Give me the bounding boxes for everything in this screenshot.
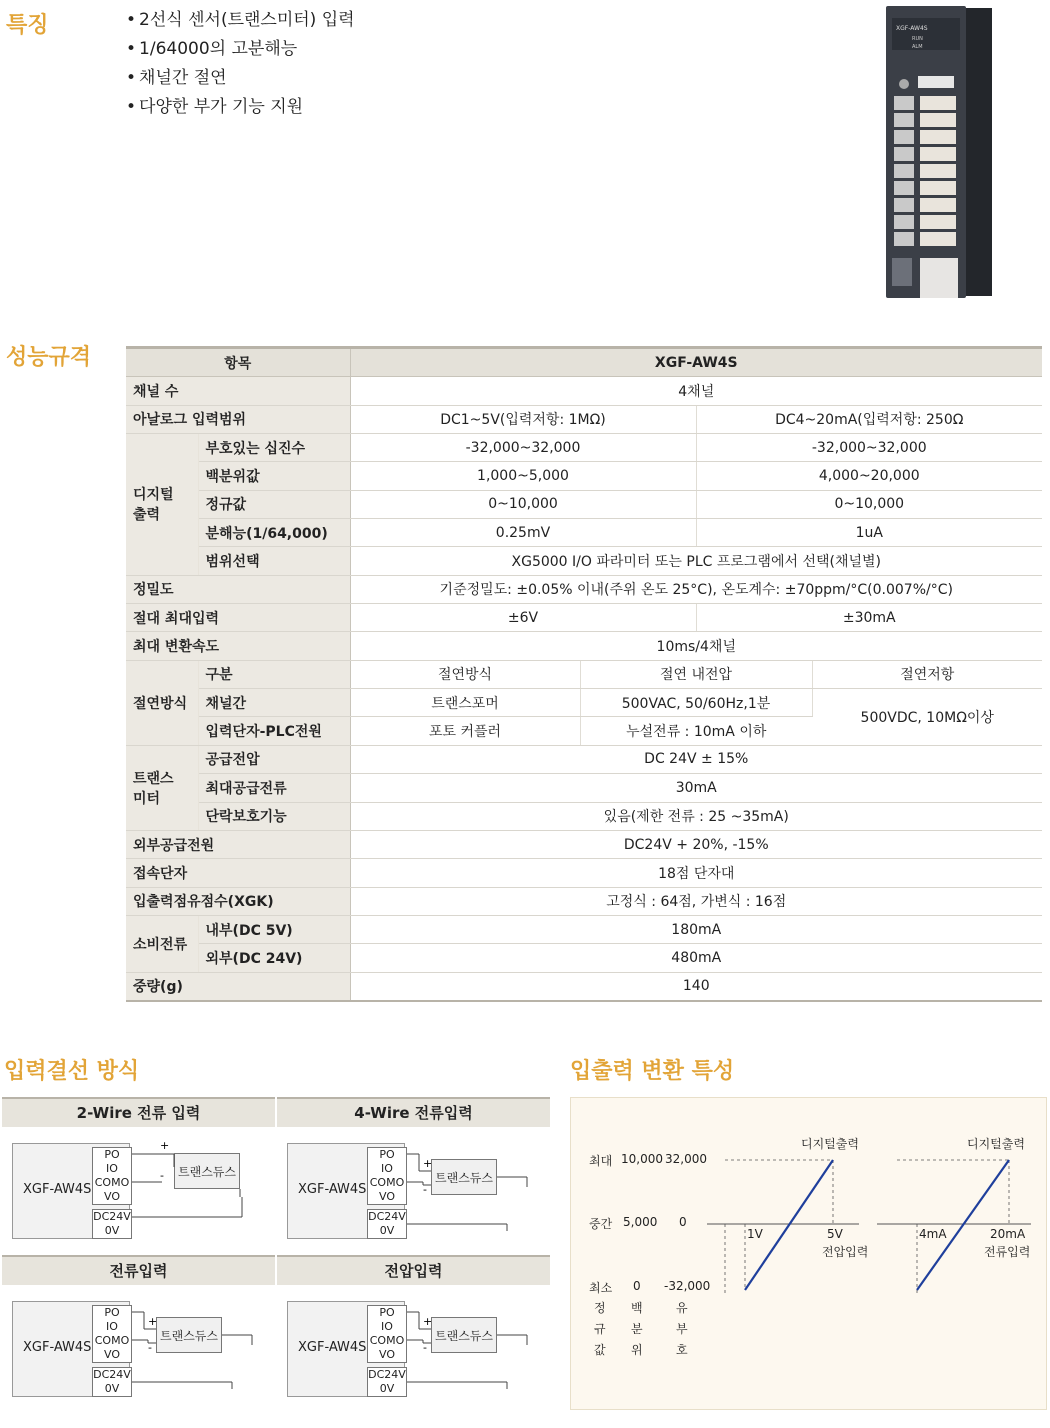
group-label-isolation: 절연방식	[126, 660, 198, 745]
wiring-panel-title: 4-Wire 전류입력	[277, 1097, 550, 1127]
spec-table	[126, 346, 1042, 1002]
io-chart	[570, 1097, 1047, 1410]
terminal-label: DC24V	[93, 1210, 131, 1223]
terminal-screw	[894, 164, 914, 178]
wiring-lines	[277, 1285, 550, 1410]
transducer-box: 트랜스듀스	[431, 1317, 497, 1353]
row-value-current: ±30mA	[696, 604, 1042, 632]
terminal-label: 0V	[104, 1224, 120, 1237]
terminal-screw	[894, 147, 914, 161]
wiring-panel	[2, 1255, 275, 1410]
row-label: 내부(DC 5V)	[198, 915, 350, 943]
terminal-label: VO	[379, 1190, 395, 1203]
row-label: 정밀도	[126, 575, 350, 603]
graph-i-x-end: 20mA	[990, 1227, 1026, 1241]
iso-input-voltage: 누설전류 : 10mA 이하	[580, 717, 812, 745]
table-row	[126, 887, 1042, 915]
row-value: 140	[350, 972, 1042, 1001]
terminal-label	[920, 164, 956, 178]
row-label: 최대 변환속도	[126, 632, 350, 660]
table-row	[126, 944, 1042, 972]
row-value-current: 0~10,000	[696, 490, 1042, 518]
row-mid-label: 중간	[589, 1217, 613, 1231]
table-row	[126, 745, 1042, 773]
table-row	[126, 462, 1042, 490]
terminal-label: VO	[104, 1348, 120, 1361]
row-value: 10ms/4채널	[350, 632, 1042, 660]
group-label-digital: 디지털 출력	[126, 434, 198, 576]
row-value-voltage: 0~10,000	[350, 490, 696, 518]
table-row	[126, 434, 1042, 462]
group-label-consumption: 소비전류	[126, 915, 198, 972]
terminal-label: COMO	[369, 1334, 405, 1347]
table-row	[126, 915, 1042, 943]
terminal-label: 0V	[104, 1382, 120, 1395]
row-value: DC 24V ± 15%	[350, 745, 1042, 773]
terminal-label: PO	[104, 1148, 120, 1161]
table-row	[126, 405, 1042, 433]
table-row	[126, 830, 1042, 858]
row-value: 480mA	[350, 944, 1042, 972]
feature-item: • 다양한 부가 기능 지원	[126, 93, 355, 122]
product-module-image	[878, 6, 998, 306]
row-label: 절대 최대입력	[126, 604, 350, 632]
wiring-lines	[277, 1127, 550, 1252]
wiring-panel	[2, 1097, 275, 1252]
terminal-label: IO	[106, 1320, 118, 1333]
terminal-label: IO	[381, 1162, 393, 1175]
col-label-normal: 정 규 값	[594, 1301, 606, 1357]
row-label: 외부공급전원	[126, 830, 350, 858]
spec-header-row	[126, 348, 1042, 377]
row-label: 범위선택	[198, 547, 350, 575]
terminal-label: PO	[379, 1148, 395, 1161]
terminal-label: VO	[104, 1190, 120, 1203]
graph-i-x-start: 4mA	[919, 1227, 947, 1241]
module-label: XGF-AW4S	[298, 1340, 367, 1355]
row-value-voltage: DC1~5V(입력저항: 1MΩ)	[350, 405, 696, 433]
row-label: 부호있는 십진수	[198, 434, 350, 462]
terminal-label	[920, 232, 956, 246]
row-label: 구분	[198, 660, 350, 688]
terminal-label: COMO	[94, 1334, 130, 1347]
row-value: 고정식 : 64점, 가변식 : 16점	[350, 887, 1042, 915]
row-value: 30mA	[350, 774, 1042, 802]
row-value-current: 1uA	[696, 519, 1042, 547]
row-label: 입출력점유점수(XGK)	[126, 887, 350, 915]
row-label: 입력단자-PLC전원	[198, 717, 350, 745]
iso-input-method: 포토 커플러	[350, 717, 580, 745]
line-voltage	[745, 1160, 833, 1290]
product-model-label: XGF-AW4S	[896, 25, 928, 32]
terminal-label: IO	[106, 1162, 118, 1175]
feature-item: • 2선식 센서(트랜스미터) 입력	[126, 6, 355, 35]
terminal-label: COMO	[94, 1176, 130, 1189]
table-row	[126, 660, 1042, 688]
wiring-title: 입력결선 방식	[4, 1059, 140, 1084]
row-label: 접속단자	[126, 859, 350, 887]
row-min-label: 최소	[589, 1281, 613, 1295]
row-label: 백분위값	[198, 462, 350, 490]
row-value-current: 4,000~20,000	[696, 462, 1042, 490]
row-value-voltage: 0.25mV	[350, 519, 696, 547]
module-label: XGF-AW4S	[23, 1340, 92, 1355]
table-row	[126, 490, 1042, 518]
feature-item: • 채널간 절연	[126, 64, 355, 93]
transducer-box: 트랜스듀스	[174, 1153, 240, 1189]
table-row	[126, 632, 1042, 660]
terminal-screw	[894, 130, 914, 144]
terminal-screw	[894, 113, 914, 127]
iso-resistance-value: 500VDC, 10MΩ이상	[812, 689, 1042, 746]
row-label: 중량(g)	[126, 972, 350, 1001]
table-row	[126, 689, 1042, 717]
terminal-label: DC24V	[93, 1368, 131, 1381]
transducer-box: 트랜스듀스	[431, 1159, 497, 1195]
table-row	[126, 547, 1042, 575]
row-label: 채널 수	[126, 377, 350, 405]
minus-mark: -	[423, 1341, 427, 1354]
row-value-voltage: ±6V	[350, 604, 696, 632]
table-row	[126, 519, 1042, 547]
terminal-screw	[894, 198, 914, 212]
table-row	[126, 575, 1042, 603]
table-row	[126, 604, 1042, 632]
row-label: 아날로그 입력범위	[126, 405, 350, 433]
terminal-label: DC24V	[368, 1368, 406, 1381]
row-label: 최대공급전류	[198, 774, 350, 802]
row-min-percent: 0	[633, 1279, 641, 1293]
row-value: 180mA	[350, 915, 1042, 943]
wiring-panel-title: 전압입력	[277, 1255, 550, 1285]
graph-i-y-label: 디지털출력	[967, 1137, 1025, 1151]
terminal-label	[920, 130, 956, 144]
graph-v-x-start: 1V	[747, 1227, 763, 1241]
plus-mark: +	[423, 1315, 433, 1328]
transducer-box: 트랜스듀스	[156, 1317, 222, 1353]
terminal-label: COMO	[369, 1176, 405, 1189]
row-value: 기준정밀도: ±0.05% 이내(주위 온도 25°C), 온도계수: ±70ppm/°C(0.007%/°C)	[350, 575, 1042, 603]
graph-v-x-end: 5V	[827, 1227, 843, 1241]
features-title: 특징	[6, 13, 49, 38]
plus-mark: +	[160, 1139, 170, 1152]
terminal-label	[920, 113, 956, 127]
iso-head-voltage: 절연 내전압	[580, 660, 812, 688]
row-label: 분해능(1/64,000)	[198, 519, 350, 547]
wiring-panel-title: 전류입력	[2, 1255, 275, 1285]
group-label-transmitter: 트랜스 미터	[126, 745, 198, 830]
row-mid-signed: 0	[679, 1215, 687, 1229]
terminal-screw	[894, 232, 914, 246]
row-label: 채널간	[198, 689, 350, 717]
row-value-voltage: -32,000~32,000	[350, 434, 696, 462]
row-label: 정규값	[198, 490, 350, 518]
minus-mark: -	[423, 1183, 427, 1196]
terminal-label: 0V	[379, 1382, 395, 1395]
terminal-label: PO	[379, 1306, 395, 1319]
table-row	[126, 377, 1042, 405]
terminal-label: IO	[381, 1320, 393, 1333]
terminal-screw	[894, 181, 914, 195]
terminal-label: PO	[104, 1306, 120, 1319]
product-led-alm: ALM	[912, 44, 923, 50]
minus-mark: -	[148, 1341, 152, 1354]
spec-header-item: 항목	[126, 348, 350, 377]
wiring-diagram	[2, 1097, 550, 1415]
wiring-lines	[2, 1127, 275, 1252]
terminal-label: VO	[379, 1348, 395, 1361]
graph-v-x-label: 전압입력	[822, 1245, 869, 1259]
spec-title: 성능규격	[6, 345, 92, 370]
line-current	[917, 1160, 1009, 1290]
row-value-current: DC4~20mA(입력저항: 250Ω	[696, 405, 1042, 433]
row-value: 4채널	[350, 377, 1042, 405]
col-label-signed: 유 부 호	[676, 1301, 688, 1357]
terminal-screw	[894, 96, 914, 110]
col-label-percent: 백 분 위	[631, 1301, 643, 1357]
terminal-label: DC24V	[368, 1210, 406, 1223]
row-value: 18점 단자대	[350, 859, 1042, 887]
wiring-lines	[2, 1285, 275, 1410]
row-value: XG5000 I/O 파라미터 또는 PLC 프로그램에서 선택(채널별)	[350, 547, 1042, 575]
spec-header-model: XGF-AW4S	[350, 348, 1042, 377]
wiring-panel	[277, 1255, 550, 1410]
wiring-panel-title: 2-Wire 전류 입력	[2, 1097, 275, 1127]
terminal-label	[920, 198, 956, 212]
terminal-label: 0V	[379, 1224, 395, 1237]
row-min-signed: -32,000	[664, 1279, 711, 1293]
table-row	[126, 802, 1042, 830]
minus-mark: -	[160, 1169, 164, 1182]
feature-item: • 1/64000의 고분해능	[126, 35, 355, 64]
iso-channel-method: 트랜스포머	[350, 689, 580, 717]
row-max-signed: 32,000	[665, 1152, 707, 1166]
terminal-label	[920, 181, 956, 195]
row-label: 공급전압	[198, 745, 350, 773]
row-value-voltage: 1,000~5,000	[350, 462, 696, 490]
table-row	[126, 972, 1042, 1001]
row-value: 있음(제한 전류 : 25 ~35mA)	[350, 802, 1042, 830]
product-led-run: RUN	[912, 36, 923, 42]
iso-channel-voltage: 500VAC, 50/60Hz,1분	[580, 689, 812, 717]
terminal-label	[920, 215, 956, 229]
module-label: XGF-AW4S	[298, 1182, 367, 1197]
row-value-current: -32,000~32,000	[696, 434, 1042, 462]
wiring-panel	[277, 1097, 550, 1252]
plus-mark: +	[423, 1157, 433, 1170]
terminal-label	[920, 96, 956, 110]
row-value: DC24V + 20%, -15%	[350, 830, 1042, 858]
plus-mark: +	[148, 1315, 158, 1328]
io-chart-title: 입출력 변환 특성	[570, 1059, 735, 1084]
table-row	[126, 774, 1042, 802]
table-row	[126, 859, 1042, 887]
terminal-screw	[894, 215, 914, 229]
graph-i-x-label: 전류입력	[984, 1245, 1031, 1259]
graph-v-y-label: 디지털출력	[801, 1137, 859, 1151]
iso-head-method: 절연방식	[350, 660, 580, 688]
row-max-percent: 10,000	[621, 1152, 663, 1166]
module-label: XGF-AW4S	[23, 1182, 92, 1197]
row-max-label: 최대	[589, 1154, 613, 1168]
row-label: 외부(DC 24V)	[198, 944, 350, 972]
features-list	[126, 6, 355, 122]
row-label: 단락보호기능	[198, 802, 350, 830]
terminal-label	[920, 147, 956, 161]
iso-head-resistance: 절연저항	[812, 660, 1042, 688]
row-mid-percent: 5,000	[623, 1215, 658, 1229]
